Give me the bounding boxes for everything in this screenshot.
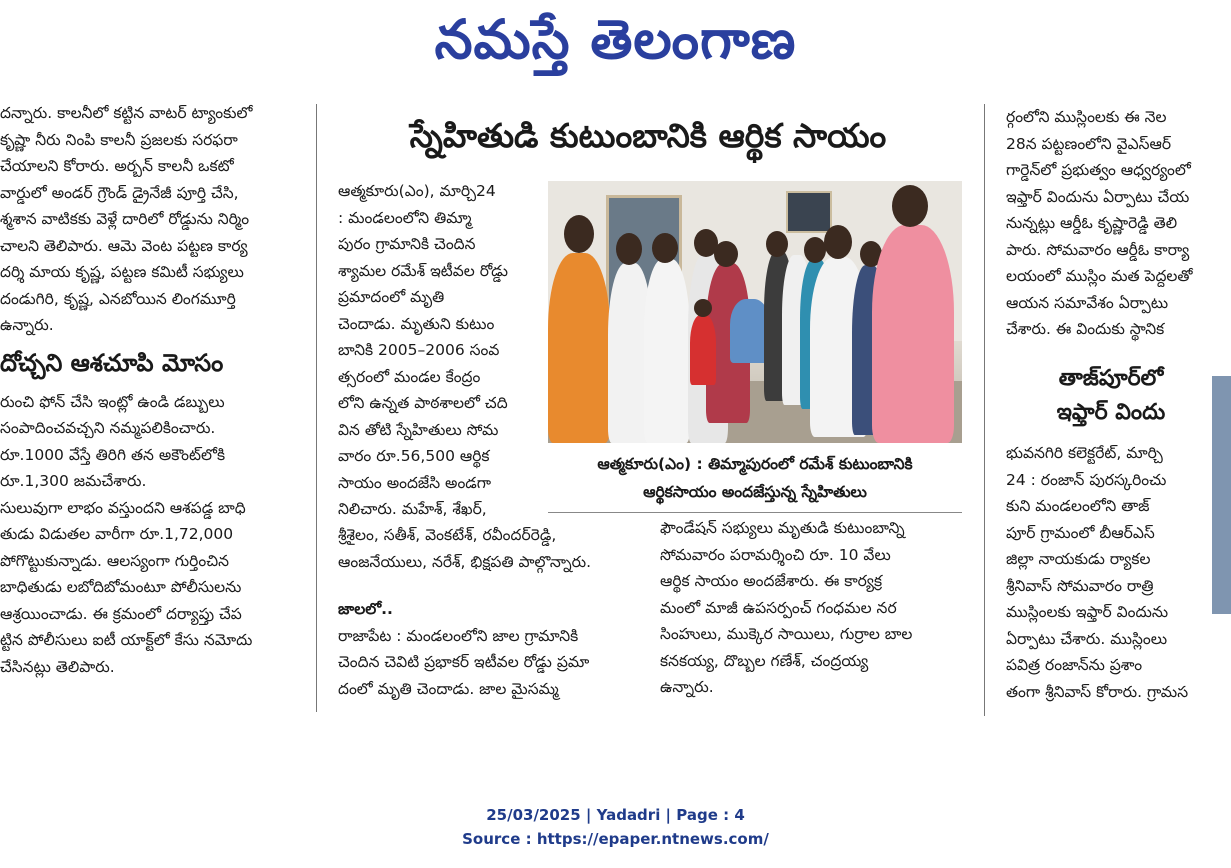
text-line: లోని ఉన్నత పాఠశాలలో చది: [338, 394, 508, 412]
text-line: కృష్ణా నీరు నింపి కాలనీ ప్రజలకు సరఫరా: [0, 130, 238, 149]
text-line: కుని మండలంలోని తాజ్: [1006, 497, 1150, 515]
text-line: ఆయన సమావేశం ఏర్పాటు: [1006, 293, 1169, 312]
news-photo-friends-group: [548, 181, 962, 443]
left-subheading: దోచ్చని ఆశచూపి మోసం: [0, 348, 224, 377]
text-line: పారు. సోమవారం ఆర్డీఓ కార్యా: [1006, 240, 1190, 259]
text-line: సింహులు, ముక్కెర సాయిలు, గుర్రాల బాల: [660, 625, 913, 643]
left-column-article: [0, 100, 300, 720]
photo-child-head: [694, 299, 712, 317]
photo-caption: [548, 450, 962, 506]
text-line: చెందిన చెవిటి ప్రభాకర్ ఇటీవల రోడ్డు ప్రమా: [338, 653, 590, 671]
heading-line: ఇఫ్తార్ విందు: [1056, 400, 1166, 425]
text-line: చేశారు. ఈ విందుకు స్థానిక: [1006, 320, 1165, 338]
text-line: త్సరంలో మండల కేంద్రం: [338, 367, 481, 386]
text-line: ఆశ్రయించాడు. ఈ క్రమంలో దర్యాప్తు చేప: [0, 604, 242, 623]
text-line: చేసినట్లు తెలిపారు.: [0, 657, 115, 676]
caption-line: ఆత్మకూరు(ఎం) : తిమ్మాపురంలో రమేశ్ కుటుంబానికి: [597, 455, 913, 473]
footer-date-edition: 25/03/2025 | Yadadri | Page : 4: [486, 806, 745, 824]
text-line: ఉన్నారు.: [660, 678, 714, 696]
text-line: మంలో మాజీ ఉపసర్పంచ్ గంధమల నర: [660, 598, 897, 617]
main-story-full-text: [338, 522, 638, 582]
text-line: ఆంజనేయులు, నరేశ్, భిక్షపతి పాల్గొన్నారు.: [338, 552, 592, 571]
text-line: జిల్లా నాయకుడు ర్యాకల: [1006, 550, 1151, 568]
text-line: భువనగిరి కలెక్టరేట్, మార్చి: [1006, 444, 1163, 462]
photo-window: [786, 191, 832, 233]
text-line: దంలో మృతి చెందాడు. జాల మైసమ్మ: [338, 679, 559, 698]
text-line: 28న పట్టణంలోని వైఎస్ఆర్: [1006, 134, 1172, 153]
text-line: సోమవారం పరామర్శించి రూ. 10 వేలు: [660, 545, 891, 564]
text-line: రూ.1000 వేస్తే తిరిగి తన అకౌంట్‌లోకి: [0, 445, 226, 464]
text-line: ప్రమాదంలో మృతి: [338, 288, 445, 306]
text-line: బానికి 2005–2006 సంవ: [338, 341, 500, 359]
text-line: పూర్ గ్రామంలో బీఆర్ఎస్: [1006, 523, 1155, 542]
photo-person: [548, 253, 610, 443]
text-line: పోగొట్టుకున్నాడు. ఆలస్యంగా గుర్తించిన: [0, 551, 229, 570]
text-line: రాజాపేట : మండలంలోని జాల గ్రామానికి: [338, 626, 579, 645]
column-divider: [984, 104, 985, 716]
column-divider: [316, 104, 317, 712]
text-line: వార్డులో అండర్ గ్రౌండ్ డ్రైనేజీ పూర్తి చేసి,: [0, 183, 239, 202]
text-line: వారం రూ.56,500 ఆర్థిక: [338, 447, 490, 465]
jala-subhead: జాలలో..: [338, 600, 393, 618]
text-line: గార్డెన్‌లో ప్రభుత్వం ఆధ్వర్యంలో: [1006, 161, 1191, 179]
photo-person: [644, 259, 690, 443]
text-line: సాయం అందజేసి అండగా: [338, 473, 492, 492]
text-line: తుడు విడుతల వారీగా రూ.1,72,000: [0, 525, 234, 543]
text-line: నున్నట్లు ఆర్డీఓ కృష్ణారెడ్డి తెలి: [1006, 214, 1178, 232]
text-line: పవిత్ర రంజాన్‌ను ప్రశాం: [1006, 656, 1143, 674]
text-line: శ్మశాన వాటికకు వెళ్లే దారిలో రోడ్డును నిర్మిం: [0, 210, 250, 228]
text-line: ఫౌండేషన్ సభ్యులు మృతుడి కుటుంబాన్ని: [660, 519, 905, 537]
text-line: దన్నారు. కాలనీలో కట్టిన వాటర్ ట్యాంకులో: [0, 104, 253, 122]
text-line: పురం గ్రామానికి చెందిన: [338, 235, 476, 253]
caption-line: ఆర్థికసాయం అందజేస్తున్న స్నేహితులు: [643, 483, 867, 501]
text-line: శ్రీశైలం, సతీశ్, వెంకటేశ్, రవీందర్‌రెడ్డి,: [338, 526, 557, 544]
text-line: చాలని తెలిపారు. ఆమె వెంట పట్టణ కార్య: [0, 236, 248, 255]
text-line: ముస్లింలకు ఇఫ్తార్ విందును: [1006, 603, 1169, 621]
text-line: శ్యామల రమేశ్ ఇటీవల రోడ్డు: [338, 261, 508, 280]
text-line: 24 : రంజాన్ పురస్కరించు: [1006, 470, 1167, 489]
heading-line: తాజ్‌పూర్‌లో: [1058, 366, 1164, 391]
page-footer: [0, 803, 1231, 851]
text-line: రూ.1,300 జమచేశారు.: [0, 472, 147, 490]
right-column-iftar-story: [1006, 440, 1211, 720]
text-line: కనకయ్య, దొబ్బల గణేశ్, చంద్రయ్య: [660, 651, 869, 670]
right-edge-photo: [1212, 376, 1231, 614]
text-line: ఆర్థిక సాయం అందజేశారు. ఈ కార్యక్ర: [660, 572, 883, 590]
text-line: బాధితుడు లబోదిబోమంటూ పోలీసులను: [0, 578, 242, 596]
text-line: సులువుగా లాభం వస్తుందని ఆశపడ్డ బాధి: [0, 498, 246, 517]
text-line: లయంలో ముస్లిం మత పెద్దలతో: [1006, 267, 1193, 285]
text-line: సంపాదించవచ్చని నమ్మపలికించారు.: [0, 419, 216, 437]
text-line: ఏర్పాటు చేశారు. ముస్లింలు: [1006, 629, 1168, 648]
photo-person-head: [892, 185, 928, 227]
text-line: ఉన్నారు.: [0, 316, 54, 334]
newspaper-logo-title: నమస్తే తెలంగాణ: [434, 8, 797, 71]
text-line: ఆత్మకూరు(ఎం), మార్చి24: [338, 182, 496, 200]
photo-person-head: [804, 237, 826, 263]
photo-person: [872, 225, 954, 443]
right-subheading: [1006, 362, 1216, 430]
text-line: : మండలంలోని తిమ్మా: [338, 208, 472, 227]
text-line: ట్టిన పోలీసులు ఐటీ యాక్ట్‌లో కేసు నమోదు: [0, 631, 253, 649]
text-line: చేయాలని కోరారు. అర్బన్ కాలనీ ఒకటో: [0, 157, 234, 175]
text-line: విన తోటి స్నేహితులు సోమ: [338, 420, 499, 439]
photo-person-head: [564, 215, 594, 253]
left-top-text: [0, 100, 300, 339]
photo-person-head: [652, 233, 678, 263]
text-line: ర్గంలోని ముస్లింలకు ఈ నెల: [1006, 108, 1167, 126]
masthead: [0, 0, 1231, 80]
left-bottom-text: [0, 389, 300, 681]
caption-divider: [548, 512, 962, 513]
text-line: శ్రీనివాస్ సోమవారం రాత్రి: [1006, 576, 1154, 595]
right-column-article: [1006, 104, 1231, 354]
photo-person-head: [824, 225, 852, 259]
main-story-narrow-text: [338, 178, 544, 518]
text-line: దండుగిరి, కృష్ణ, ఎనబోయిన లింగమూర్తి: [0, 289, 236, 308]
text-line: రుంచి ఫోన్ చేసి ఇంట్లో ఉండి డబ్బులు: [0, 392, 225, 411]
jala-story-continued: [660, 515, 962, 715]
text-line: ఇఫ్తార్ విందును ఏర్పాటు చేయ: [1006, 187, 1190, 206]
text-line: తంగా శ్రీనివాస్ కోరారు. గ్రామస: [1006, 682, 1189, 701]
text-line: దర్శి మాయ కృష్ణ, పట్టణ కమిటీ సభ్యులు: [0, 263, 244, 281]
photo-person-head: [714, 241, 738, 267]
text-line: నిలిచారు. మహేశ్, శేఖర్,: [338, 500, 487, 518]
photo-child: [690, 315, 716, 385]
main-headline: స్నేహితుడి కుటుంబానికి ఆర్థిక సాయం: [409, 116, 887, 155]
text-line: చెందాడు. మృతుని కుటుం: [338, 314, 495, 333]
photo-person-head: [616, 233, 642, 265]
photo-person-head: [766, 231, 788, 257]
jala-story: [338, 596, 638, 706]
footer-source-link[interactable]: Source : https://epaper.ntnews.com/: [462, 830, 769, 848]
